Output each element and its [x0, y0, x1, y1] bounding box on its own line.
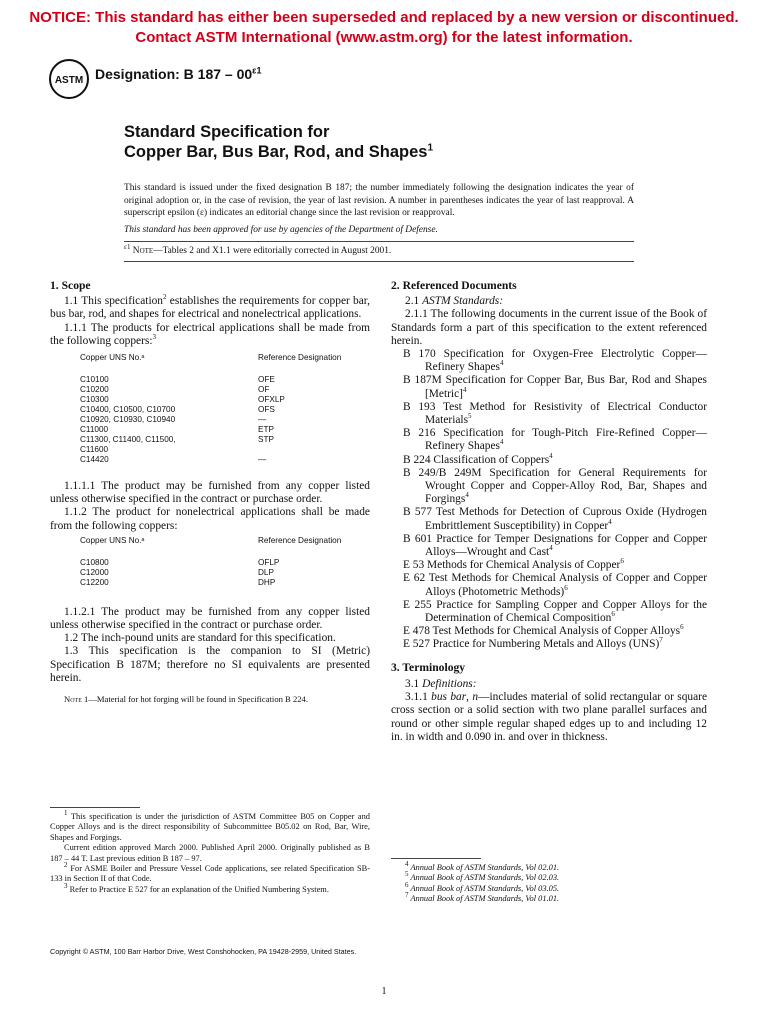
- para-1-1-1: [50, 322, 370, 348]
- right-column: [391, 279, 707, 744]
- para-1-1-1-text: 1.1.1 The products for electrical applications shall be made from the following coppers:: [50, 321, 370, 347]
- reference-item: [403, 348, 707, 374]
- footnote-mark: 6: [611, 610, 615, 619]
- note-label: Note: [132, 246, 154, 256]
- title-line-2: Copper Bar, Bus Bar, Rod, and Shapes: [124, 143, 428, 161]
- electrical-coppers-table: [50, 353, 370, 477]
- table-cell-ref: OF: [258, 385, 270, 395]
- footnote-mark: 1: [64, 809, 68, 818]
- designation-label: Designation: B 187 – 00: [95, 66, 253, 82]
- notice-line-1: NOTICE: This standard has either been superseded and replaced by a new version or discontinued.: [29, 9, 739, 26]
- footnote-mark: 2: [64, 861, 68, 870]
- section-heading-terminology: 3. Terminology: [391, 660, 466, 674]
- reference-text: B 170 Specification for Oxygen-Free Electrolytic Copper—Refinery Shapes: [403, 348, 707, 374]
- footnote-mark: 4: [465, 491, 469, 500]
- footnote-text: Annual Book of ASTM Standards, Vol 02.01.: [408, 863, 560, 872]
- reference-text: B 249/B 249M Specification for General Requirements for Wrought Copper and Copper-Alloy Rod, Bar, Shapes and Forgings: [403, 466, 707, 506]
- footnote-mark: 4: [549, 451, 553, 460]
- footnote-text: Annual Book of ASTM Standards, Vol 01.01.: [408, 894, 560, 904]
- term-pos: n: [472, 691, 479, 704]
- table-cell-uns: C11600: [80, 445, 109, 455]
- reference-text: B 224 Classification of Coppers: [403, 453, 550, 466]
- editorial-note: [124, 242, 634, 258]
- reference-text: B 216 Specification for Tough-Pitch Fire-Refined Copper—Refinery Shapes: [403, 427, 707, 453]
- reference-item: [403, 401, 707, 427]
- table-cell-ref: OFLP: [258, 557, 280, 567]
- table-cell-ref: —: [258, 455, 267, 465]
- title-footnote-mark: 1: [427, 142, 434, 154]
- table-cell-uns: C10800: [80, 557, 109, 567]
- page-number: 1: [381, 986, 387, 997]
- para-2-1: [391, 295, 707, 308]
- footnote-1: [50, 809, 370, 843]
- reference-item: [403, 374, 707, 400]
- reference-text: E 478 Test Methods for Chemical Analysis of Copper Alloys: [403, 625, 681, 638]
- epsilon-mark: ε1: [124, 242, 131, 251]
- footnote-mark: 6: [620, 557, 624, 566]
- reference-text: B 601 Practice for Temper Designations for Copper and Copper Alloys—Wrought and Cast: [403, 532, 707, 559]
- para-2-1-1: 2.1.1 The following documents in the current issue of the Book of Standards form a part of this specification to the extent referenced herein.: [391, 308, 707, 347]
- para-1-2: 1.2 The inch-pound units are standard for this specification.: [64, 632, 336, 645]
- divider: [124, 241, 634, 242]
- footnote-7: [391, 891, 707, 904]
- para-2-1-num: 2.1: [405, 295, 423, 308]
- para-1-1-2-1: 1.1.2.1 The product may be furnished from any copper listed unless otherwise specified in the contract or purchase order.: [50, 605, 370, 632]
- table-cell-uns: C11300, C11400, C11500,: [80, 435, 176, 445]
- reference-text: B 187M Specification for Copper Bar, Bus Bar, Rod and Shapes [Metric]: [403, 374, 707, 400]
- footnotes-right: [391, 860, 707, 905]
- table-cell-ref: OFE: [258, 375, 275, 385]
- intro-paragraph: This standard is issued under the fixed designation B 187; the number immediately following the designation indicates the year of original adoption or, in the case of revision, the year of last revision. A number in parentheses indicates the year of last reapproval. A superscript epsilon (ε) indicates an editorial change since the last revision or reapproval.: [124, 183, 634, 218]
- table-cell-uns: C10100: [80, 375, 109, 385]
- designation-superscript: ε1: [252, 65, 262, 76]
- reference-item: [403, 638, 707, 651]
- table-header-ref: Reference Designation: [258, 353, 342, 363]
- footnote-text: Annual Book of ASTM Standards, Vol 03.05.: [408, 883, 560, 893]
- footnote-divider-right: [391, 858, 481, 859]
- reference-text: B 577 Test Methods for Detection of Cuprous Oxide (Hydrogen Embrittlement Susceptibility) in Copper: [403, 506, 707, 532]
- note-1-text: 1—Material for hot forging will be found in Specification B 224.: [81, 694, 308, 705]
- section-heading-referenced-documents: 2. Referenced Documents: [391, 279, 517, 292]
- note-1: [50, 693, 370, 706]
- footnote-mark: 6: [680, 623, 684, 632]
- footnote-text: For ASME Boiler and Pressure Vessel Code applications, see related Specification SB-133 in Section II of that Code.: [50, 864, 370, 884]
- table-cell-ref: ETP: [258, 425, 274, 435]
- table-cell-uns: C11000: [80, 425, 109, 435]
- para-1-3: 1.3 This specification is the companion to SI (Metric) Specification B 187M; therefore no SI equivalents are presented herein.: [50, 645, 370, 684]
- footnote-mark: 3: [64, 882, 68, 891]
- reference-item: [403, 572, 707, 598]
- reference-text: E 62 Test Methods for Chemical Analysis of Copper and Copper Alloys (Photometric Methods): [403, 572, 707, 598]
- footnote-mark: 6: [405, 881, 409, 890]
- referenced-documents-list: [403, 348, 707, 652]
- reference-text: E 527 Practice for Numbering Metals and Alloys (UNS): [403, 638, 660, 651]
- para-3-1-italic: Definitions:: [422, 677, 477, 690]
- section-heading-scope: 1. Scope: [50, 279, 91, 292]
- footnote-1-cont: [50, 843, 370, 864]
- reference-item: [403, 467, 707, 507]
- table-cell-uns: C10200: [80, 385, 109, 395]
- reference-item: [403, 506, 707, 532]
- note-text: —Tables 2 and X1.1 were editorially corrected in August 2001.: [153, 246, 392, 256]
- reference-item: [403, 559, 707, 572]
- term-sep: ,: [466, 691, 473, 704]
- defense-approval: This standard has been approved for use by agencies of the Department of Defense.: [124, 225, 438, 235]
- footnote-mark: 6: [564, 583, 568, 592]
- table-header-uns: Copper UNS No.ᵃ: [80, 535, 145, 545]
- logo-text: ASTM: [54, 75, 84, 86]
- table-cell-uns: C12000: [80, 567, 109, 577]
- footnote-3: [50, 882, 370, 895]
- footnote-mark: 4: [462, 385, 467, 394]
- term-definition: —includes material of solid rectangular or square cross section or a solid section with two plane parallel surfaces and round or other simple regular shaped edges up to and including 12 in. in width and 0.090 in. and over in thickness.: [391, 691, 707, 743]
- table-header-ref: Reference Designation: [258, 535, 342, 545]
- nonelectrical-coppers-table: [50, 536, 370, 606]
- title-line-1: Standard Specification for: [124, 123, 330, 141]
- footnote-mark: 5: [468, 412, 472, 421]
- notice-banner: [0, 8, 768, 48]
- table-cell-uns: C10300: [80, 395, 109, 405]
- para-1-1-text-b: establishes the requirements for copper bar, bus bar, rod, and shapes for electrical and nonelectrical applications.: [50, 295, 370, 321]
- footnote-ref-3: 3: [152, 333, 156, 342]
- table-cell-ref: OFXLP: [258, 395, 285, 405]
- reference-text: B 193 Test Method for Resistivity of Electrical Conductor Materials: [403, 400, 707, 427]
- footnote-mark: 7: [405, 891, 409, 900]
- divider: [124, 261, 634, 262]
- reference-item: [403, 451, 707, 467]
- table-cell-uns: C10920, C10930, C10940: [80, 415, 176, 425]
- table-header-uns: Copper UNS No.ᵃ: [80, 353, 145, 363]
- footnote-text: Current edition approved March 2000. Published April 2000. Originally published as B 187 – 44 T. Last previous edition B 187 – 97.: [50, 843, 370, 863]
- footnote-text: Refer to Practice E 527 for an explanation of the Unified Numbering System.: [67, 884, 329, 894]
- table-cell-ref: STP: [258, 435, 274, 445]
- reference-item: [403, 427, 707, 453]
- para-3-1: [391, 678, 707, 691]
- reference-item: [403, 533, 707, 559]
- footnote-divider-left: [50, 807, 140, 808]
- para-2-1-italic: ASTM Standards:: [422, 295, 503, 308]
- notice-line-2: Contact ASTM International (www.astm.org) for the latest information.: [135, 29, 633, 46]
- table-cell-uns: C12200: [80, 577, 109, 587]
- para-1-1: [50, 295, 370, 321]
- footnote-mark: 4: [499, 359, 504, 368]
- reference-item: [403, 599, 707, 625]
- table-cell-ref: OFS: [258, 405, 275, 415]
- para-1-1-1-1: 1.1.1.1 The product may be furnished from any copper listed unless otherwise specified in the contract or purchase order.: [50, 480, 370, 506]
- para-3-1-1-num: 3.1.1: [405, 691, 432, 704]
- footnotes-left: [50, 809, 370, 895]
- copyright-line: Copyright © ASTM, 100 Barr Harbor Drive, West Conshohocken, PA 19428-2959, United States.: [50, 947, 357, 956]
- designation: [95, 66, 261, 82]
- footnote-mark: 4: [499, 438, 504, 447]
- document-title: [124, 122, 433, 162]
- footnote-text: Annual Book of ASTM Standards, Vol 02.03.: [408, 873, 560, 883]
- footnote-5: [391, 870, 707, 883]
- footnote-2: [50, 861, 370, 885]
- left-column: [50, 279, 370, 706]
- table-cell-ref: DLP: [258, 567, 274, 577]
- footnote-mark: 5: [405, 870, 409, 879]
- footnote-mark: 4: [549, 544, 553, 553]
- note-1-label: Note: [64, 694, 82, 705]
- para-1-1-2: 1.1.2 The product for nonelectrical applications shall be made from the following coppers:: [50, 506, 370, 532]
- table-cell-ref: —: [258, 415, 267, 425]
- term-bus-bar: bus bar: [431, 691, 467, 704]
- footnote-mark: 4: [405, 860, 409, 869]
- astm-logo: [48, 58, 90, 100]
- para-1-1-text-a: 1.1 This specification: [64, 295, 163, 308]
- table-cell-uns: C14420: [80, 455, 109, 465]
- footnote-mark: 7: [659, 636, 663, 645]
- reference-text: E 255 Practice for Sampling Copper and Copper Alloys for the Determination of Chemical Composition: [403, 598, 707, 625]
- footnote-4: [391, 860, 707, 873]
- table-cell-ref: DHP: [258, 577, 276, 587]
- footnote-text: This specification is under the jurisdiction of ASTM Committee B05 on Copper and Copper Alloys and is the direct responsibility of Subcommittee B05.02 on Rod, Bar, Wire, Shapes and Forgings.: [50, 812, 370, 842]
- para-3-1-num: 3.1: [405, 677, 423, 690]
- footnote-ref-2: 2: [163, 293, 167, 302]
- footnote-mark: 4: [608, 517, 612, 526]
- para-3-1-1: [391, 691, 707, 744]
- table-cell-uns: C10400, C10500, C10700: [80, 405, 176, 415]
- reference-text: E 53 Methods for Chemical Analysis of Copper: [403, 559, 621, 572]
- footnote-6: [391, 881, 707, 894]
